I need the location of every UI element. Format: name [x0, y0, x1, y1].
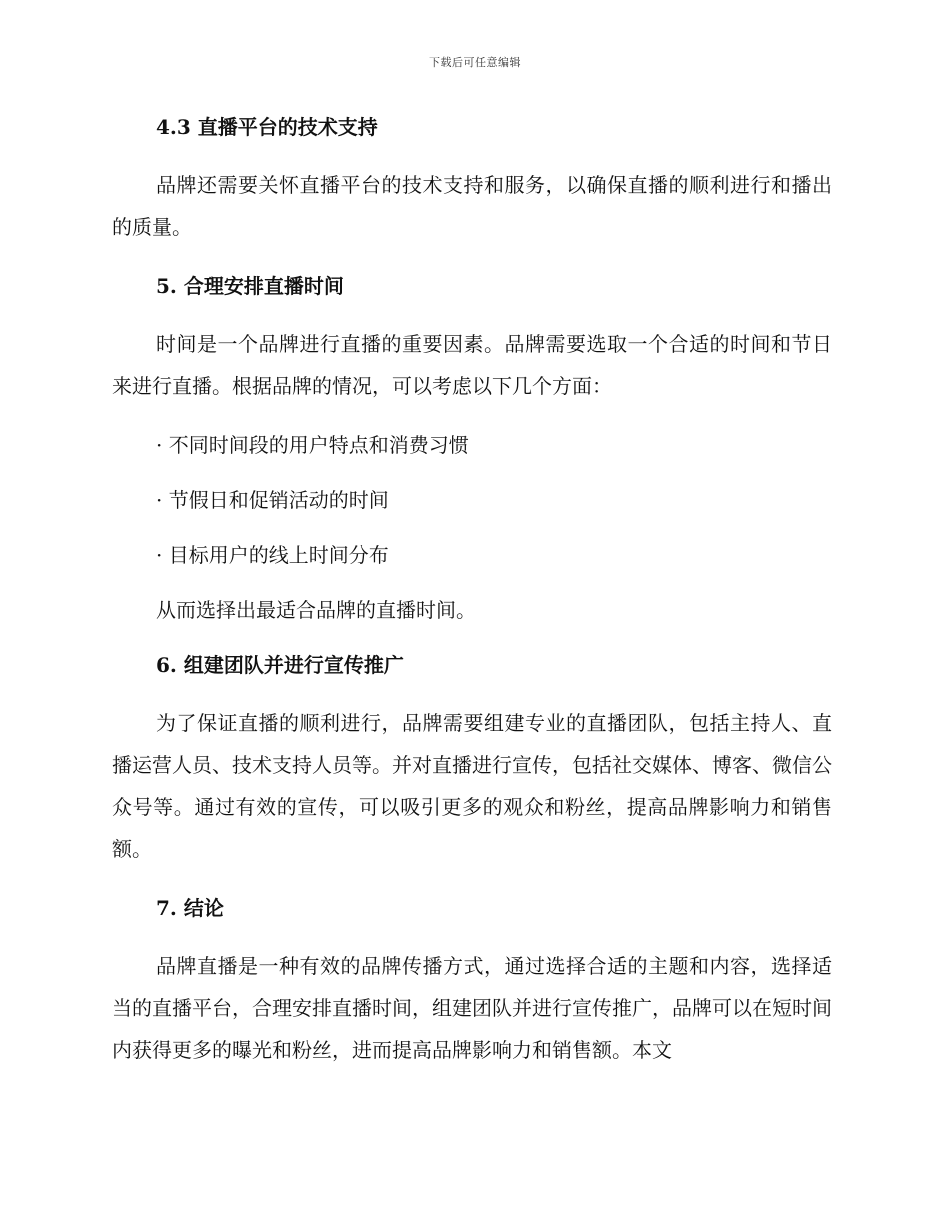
document-body	[112, 110, 832, 1071]
list-item: · 目标用户的线上时间分布	[156, 543, 389, 567]
section-paragraph-6: 为了保证直播的顺利进行，品牌需要组建专业的直播团队，包括主持人、直播运营人员、技术支持人员等。并对直播进行宣传，包括社交媒体、博客、微信公众号等。通过有效的宣传，可以吸引更多的观众和粉丝，提高品牌影响力和销售额。	[112, 711, 832, 861]
section-heading-5: 5. 合理安排直播时间	[156, 274, 344, 298]
section-heading-7: 7. 结论	[156, 896, 224, 920]
section-paragraph-4-3: 品牌还需要关怀直播平台的技术支持和服务，以确保直播的顺利进行和播出的质量。	[112, 173, 832, 239]
section-heading-6: 6. 组建团队并进行宣传推广	[156, 653, 404, 677]
list-item: · 节假日和促销活动的时间	[156, 488, 389, 512]
section-conclusion-5: 从而选择出最适合品牌的直播时间。	[156, 598, 476, 622]
page-header: 下载后可任意编辑	[429, 56, 521, 69]
section-paragraph-5: 时间是一个品牌进行直播的重要因素。品牌需要选取一个合适的时间和节日来进行直播。根据品牌的情况，可以考虑以下几个方面：	[112, 332, 832, 398]
section-paragraph-7: 品牌直播是一种有效的品牌传播方式，通过选择合适的主题和内容，选择适当的直播平台，合理安排直播时间，组建团队并进行宣传推广，品牌可以在短时间内获得更多的曝光和粉丝，进而提高品牌影响力和销售额。本文	[112, 954, 832, 1062]
section-heading-4-3: 4.3 直播平台的技术支持	[156, 115, 378, 139]
list-item: · 不同时间段的用户特点和消费习惯	[156, 433, 469, 457]
